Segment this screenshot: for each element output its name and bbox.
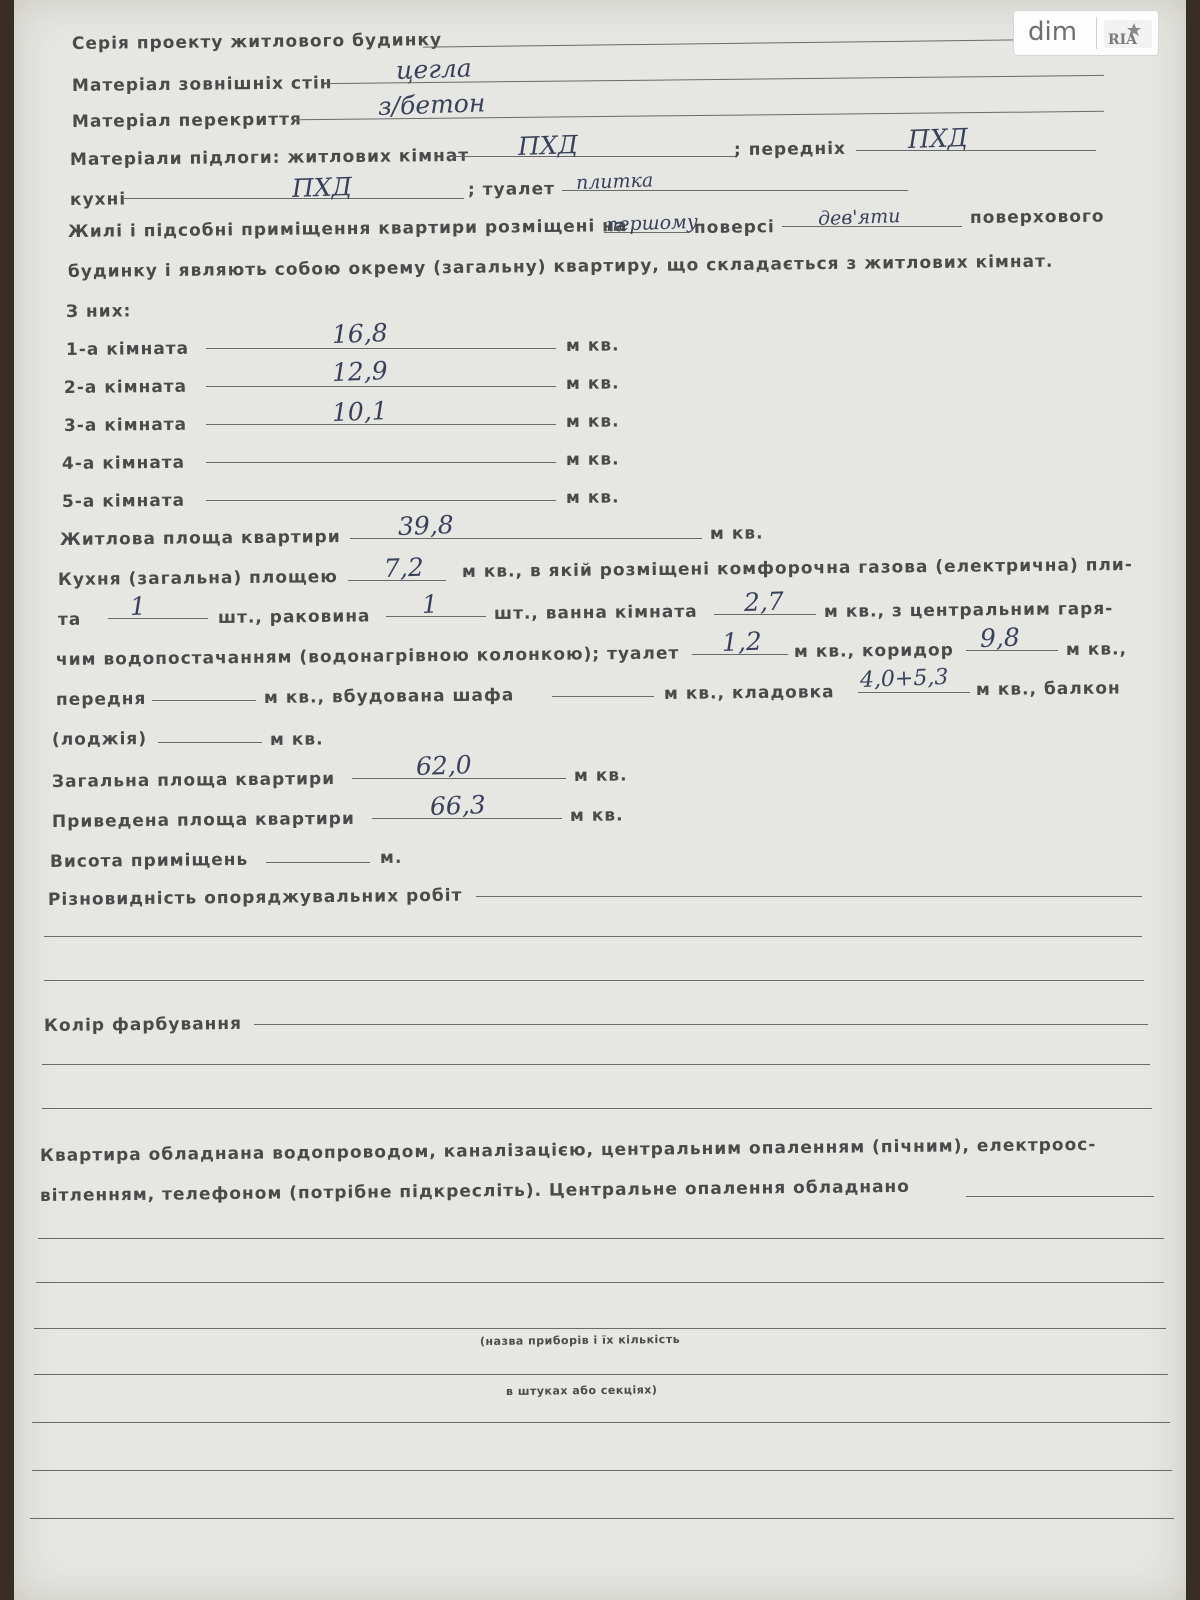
hw-living-area: 39,8 [397,510,455,541]
line-heating [966,1196,1154,1197]
unit-sqm: м кв. [565,373,620,394]
label-pcs-bath: шт., ванна кімната [493,601,698,624]
label-kitchen: кухні [69,189,127,210]
line-paint-color [254,1024,1148,1025]
unit-sqm: м кв. [569,805,624,826]
dim-ria-logo [1013,10,1159,56]
hw-corridor-area: 9,8 [979,622,1021,653]
note-sections: в штуках або секціях) [505,1383,658,1398]
label-placed-on: Жилі і підсобні приміщення квартири розміщені на [67,216,628,242]
room-label: 2-а кімната [63,376,188,398]
label-sqm-pantry: м кв., кладовка [663,682,835,704]
hw-walls: цегла [395,53,473,85]
logo-dim-text: dim [1028,17,1078,47]
hw-room2: 12,9 [331,356,389,387]
blank-line [44,936,1142,937]
unit-meter: м. [379,847,403,868]
label-kitchen-area: Кухня (загальна) площею [57,567,338,590]
blank-line [34,1328,1166,1329]
label-loggia: (лоджія) [51,729,148,750]
label-hall: передня [55,689,147,710]
label-hot-water: чим водопостачанням (водонагрівною колонкою); туалет [55,643,680,670]
unit-sqm: м кв. [709,523,764,544]
line-hallways [856,150,1096,151]
room-line [206,462,556,463]
note-devices: (назва приборів і їх кількість [479,1332,681,1348]
blank-line [42,1064,1150,1065]
text-kitchen-rest: м кв., в якій розміщені комфорочна газова (електрична) пли- [461,554,1133,582]
hw-kitchen-area: 7,2 [383,552,425,583]
line-wardrobe [552,696,654,697]
label-reduced-area: Приведена площа квартири [51,808,355,832]
label-toilet: ; туалет [467,179,556,200]
room-label: 4-а кімната [61,452,186,474]
label-sqm-wardrobe: м кв., вбудована шафа [263,685,515,708]
unit-sqm: м кв. [565,487,620,508]
line-stove-count [108,618,208,619]
room-label: 3-а кімната [63,414,188,436]
line-project-series [423,39,1021,47]
label-of-them: З них: [65,301,132,322]
hw-ceiling: з/бетон [377,88,486,121]
hw-floor: першому [605,210,699,236]
label-project-series: Серія проекту житлового будинку [71,30,443,54]
unit-sqm: м кв. [565,335,620,356]
hw-total-area: 62,0 [415,750,473,781]
unit-sqm: м кв. [269,729,324,750]
text-equipped-2: вітленням, телефоном (потрібне підкресліть). Центральне опалення обладнано [39,1176,911,1206]
line-finishing [476,896,1142,897]
label-paint-color: Колір фарбування [43,1013,243,1036]
unit-sqm: м кв. [565,411,620,432]
label-hallways: ; передніх [733,138,847,160]
room-line [206,500,556,501]
label-total-area: Загальна площа квартири [51,769,336,792]
line-loggia [158,742,262,743]
room-label: 5-а кімната [61,490,186,512]
hw-storeys: дев'яти [817,205,901,230]
label-finishing: Різновидність опоряджувальних робіт [47,885,463,910]
hw-room1: 16,8 [331,318,389,349]
logo-separator [1096,17,1097,49]
text-sqm-central: м кв., з центральним гаря- [823,598,1114,622]
line-room-height [266,862,370,863]
label-floor-material: Матеріали підлоги: житлових кімнат [69,145,470,170]
blank-line [30,1518,1174,1519]
label-living-area: Житлова площа квартири [59,527,341,550]
hw-reduced-area: 66,3 [429,790,487,821]
room-line [206,348,556,349]
hw-toilet-area: 1,2 [721,626,763,657]
blank-line [42,1108,1152,1109]
hw-pantry-area: 4,0+5,3 [859,664,949,693]
label-pcs-sink: шт., раковина [217,606,371,628]
room-line [206,386,556,387]
hw-sink-count: 1 [421,589,439,619]
logo-ria-text: RIA [1108,32,1138,48]
unit-sqm-end: м кв., [1065,639,1128,660]
room-label: 1-а кімната [65,338,190,360]
label-ceiling-material: Матеріал перекриття [71,109,302,132]
line-living-rooms [448,156,736,157]
text-line2: будинку і являють собою окрему (загальну) квартиру, що складається з житлових кімнат. [67,251,1054,282]
hw-living-rooms: ПХД [517,129,579,161]
label-sqm-balcony: м кв., балкон [975,678,1121,700]
label-room-height: Висота приміщень [49,849,249,872]
label-floor-word: поверсі [693,217,775,238]
label-wall-material: Матеріал зовнішніх стін [71,73,333,96]
unit-sqm: м кв. [565,449,620,470]
hw-kitchen: ПХД [291,171,353,203]
blank-line [34,1374,1168,1375]
label-ta: та [57,609,82,630]
blank-line [38,1238,1164,1239]
text-equipped-1: Квартира обладнана водопроводом, каналізацією, центральним опаленням (пічним), електроос- [39,1134,1097,1166]
hw-room3: 10,1 [331,396,389,427]
hw-hallways: ПХД [907,122,969,154]
blank-line [32,1422,1170,1423]
unit-sqm: м кв. [573,765,628,786]
logo-ria-icon [1104,20,1152,48]
hw-toilet: плитка [575,169,654,194]
hw-stove-count: 1 [129,591,147,621]
blank-line [32,1470,1172,1471]
line-hall [152,700,256,701]
hw-bath-area: 2,7 [743,586,785,617]
label-storey-word: поверхового [969,206,1105,228]
blank-line [44,980,1144,981]
blank-line [36,1282,1164,1283]
label-sqm-corridor: м кв., коридор [793,640,954,662]
